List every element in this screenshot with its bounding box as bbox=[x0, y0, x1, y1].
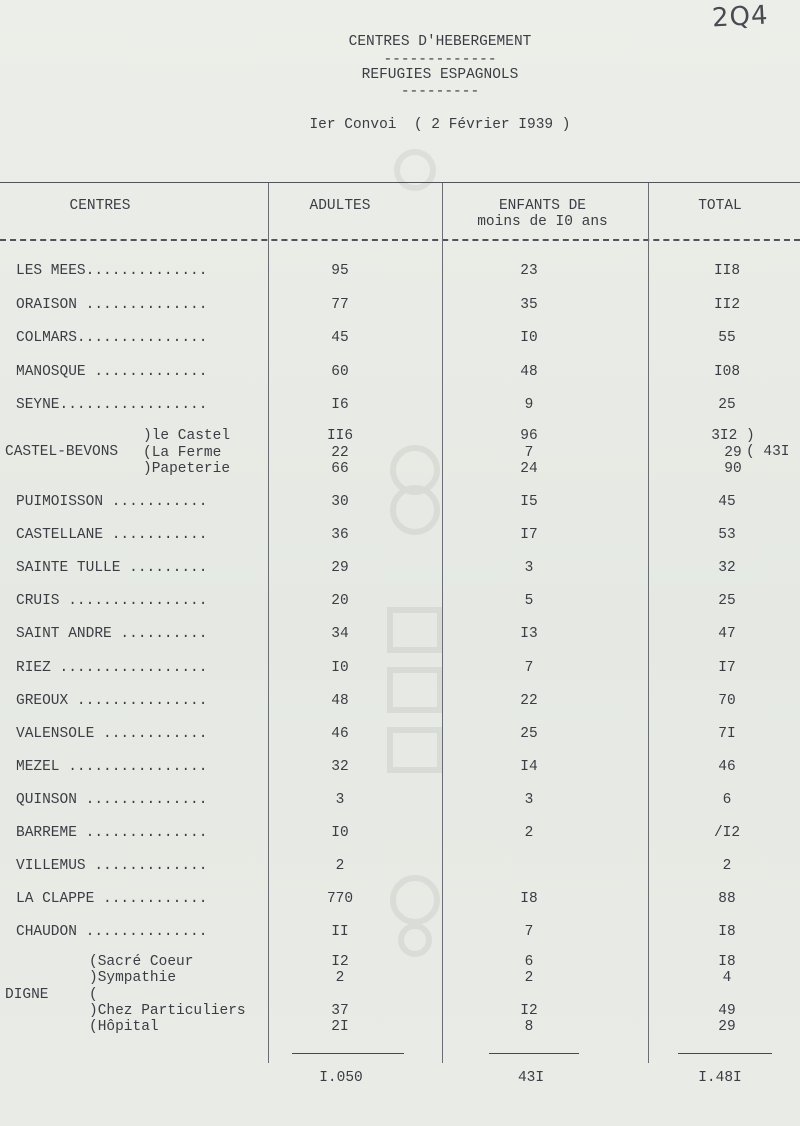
grand-total-adultes: I.050 bbox=[319, 1070, 363, 1086]
enfants-value: I0 bbox=[520, 330, 538, 346]
adultes-value: 2I bbox=[331, 1019, 349, 1036]
total-value: 55 bbox=[718, 330, 736, 346]
adultes-value: 60 bbox=[331, 363, 349, 380]
centre-name: MEZEL ................ bbox=[16, 758, 208, 775]
table-top-rule bbox=[0, 182, 800, 183]
centre-name: LA CLAPPE ............ bbox=[16, 891, 208, 908]
centre-name: VALENSOLE ............ bbox=[16, 725, 208, 742]
total-value: I8 bbox=[718, 954, 736, 970]
enfants-value: 3 bbox=[524, 560, 534, 577]
digne-sub-label: )Chez Particuliers bbox=[89, 1002, 246, 1019]
enfants-value: I2 bbox=[520, 1002, 538, 1019]
castel-bevons-name: CASTEL-BEVONS bbox=[5, 444, 119, 460]
total-value: I8 bbox=[718, 924, 736, 941]
adultes-value: 30 bbox=[331, 494, 349, 510]
total-value: 25 bbox=[718, 397, 736, 413]
centre-name: QUINSON .............. bbox=[16, 791, 208, 808]
adultes-value: I2 bbox=[331, 954, 349, 970]
column-divider-3 bbox=[648, 183, 649, 1063]
watermark-ornament bbox=[370, 140, 460, 960]
total-value: 2 bbox=[722, 858, 732, 875]
total-value: 3I2 ) bbox=[711, 428, 755, 444]
adultes-value: 36 bbox=[331, 527, 349, 544]
centre-name: LES MEES.............. bbox=[16, 263, 208, 279]
adultes-value: 3 bbox=[335, 791, 345, 808]
header-enfants: ENFANTS DE moins de I0 ans bbox=[477, 198, 608, 230]
castel-sub-label: )le Castel bbox=[143, 428, 231, 444]
total-value: 6 bbox=[722, 791, 732, 808]
total-value: 46 bbox=[718, 758, 736, 775]
enfants-value: 25 bbox=[520, 725, 538, 742]
enfants-value: 96 bbox=[520, 428, 538, 444]
adultes-value: 95 bbox=[331, 263, 349, 279]
total-value: 29 bbox=[724, 444, 742, 461]
digne-sub-label: (Hôpital bbox=[89, 1019, 159, 1036]
total-value: I08 bbox=[713, 363, 741, 380]
digne-sub-label: ( bbox=[89, 986, 98, 1003]
enfants-value: 3 bbox=[524, 791, 534, 808]
total-value: II8 bbox=[713, 263, 741, 279]
enfants-sum-rule bbox=[489, 1053, 579, 1054]
enfants-value: I8 bbox=[520, 891, 538, 908]
enfants-value: 22 bbox=[520, 692, 538, 709]
adultes-value: 22 bbox=[331, 444, 349, 461]
total-sum-rule bbox=[678, 1053, 772, 1054]
adultes-value: 66 bbox=[331, 461, 349, 477]
column-divider-2 bbox=[442, 183, 443, 1063]
total-value: /I2 bbox=[713, 825, 741, 841]
castel-sub-label: (La Ferme bbox=[143, 444, 222, 461]
total-value: 88 bbox=[718, 891, 736, 908]
total-value: 32 bbox=[718, 560, 736, 577]
adultes-value: 46 bbox=[331, 725, 349, 742]
centre-name: CASTELLANE ........... bbox=[16, 527, 208, 544]
enfants-value: 7 bbox=[524, 444, 534, 461]
adultes-value: 20 bbox=[331, 593, 349, 610]
castel-bevons-subtotal: ( 43I bbox=[746, 444, 790, 460]
adultes-value: I0 bbox=[331, 825, 349, 841]
column-divider-1 bbox=[268, 183, 269, 1063]
page-title: CENTRES D'HEBERGEMENT bbox=[348, 34, 532, 50]
adultes-value: 29 bbox=[331, 560, 349, 577]
digne-sub-label: (Sacré Coeur bbox=[89, 954, 194, 970]
enfants-value: 8 bbox=[524, 1019, 534, 1036]
convoy-line: Ier Convoi ( 2 Février I939 ) bbox=[309, 117, 571, 133]
header-bottom-rule bbox=[0, 239, 800, 241]
enfants-value: 7 bbox=[524, 659, 534, 676]
adultes-value: I0 bbox=[331, 659, 349, 676]
centre-name: CRUIS ................ bbox=[16, 593, 208, 610]
page-subtitle: REFUGIES ESPAGNOLS bbox=[361, 67, 519, 83]
title-underline: ------------- bbox=[383, 52, 497, 68]
total-value: 70 bbox=[718, 692, 736, 709]
total-value: 7I bbox=[718, 725, 736, 742]
centre-name: MANOSQUE ............. bbox=[16, 363, 208, 380]
centre-name: GREOUX ............... bbox=[16, 692, 208, 709]
centre-name: SAINT ANDRE .......... bbox=[16, 626, 208, 643]
centre-name: SEYNE................. bbox=[16, 397, 208, 413]
adultes-value: 32 bbox=[331, 758, 349, 775]
header-total: TOTAL bbox=[698, 198, 742, 214]
adultes-value: 48 bbox=[331, 692, 349, 709]
enfants-value: 2 bbox=[524, 970, 534, 987]
adultes-value: II6 bbox=[326, 428, 354, 444]
total-value: 4 bbox=[722, 970, 732, 987]
centre-name: CHAUDON .............. bbox=[16, 924, 208, 941]
centre-name: BARREME .............. bbox=[16, 825, 208, 841]
adultes-value: 37 bbox=[331, 1002, 349, 1019]
grand-total-enfants: 43I bbox=[517, 1070, 545, 1086]
adultes-value: II bbox=[331, 924, 349, 941]
centre-name: SAINTE TULLE ......... bbox=[16, 560, 208, 577]
enfants-value: 48 bbox=[520, 363, 538, 380]
enfants-value: 6 bbox=[524, 954, 534, 970]
centre-name: RIEZ ................. bbox=[16, 659, 208, 676]
enfants-value: I4 bbox=[520, 758, 538, 775]
digne-sub-label: )Sympathie bbox=[89, 970, 177, 987]
enfants-value: 9 bbox=[524, 397, 534, 413]
enfants-value: I3 bbox=[520, 626, 538, 643]
total-value: 45 bbox=[718, 494, 736, 510]
header-centres: CENTRES bbox=[69, 198, 131, 214]
total-value: 47 bbox=[718, 626, 736, 643]
centre-name: VILLEMUS ............. bbox=[16, 858, 208, 875]
total-value: 53 bbox=[718, 527, 736, 544]
enfants-value: 7 bbox=[524, 924, 534, 941]
enfants-value: 23 bbox=[520, 263, 538, 279]
adultes-value: 770 bbox=[326, 891, 354, 908]
total-value: 29 bbox=[718, 1019, 736, 1036]
adultes-value: 2 bbox=[335, 970, 345, 987]
adultes-value: 2 bbox=[335, 858, 345, 875]
archive-number: 2Q4 bbox=[711, 0, 770, 34]
enfants-value: I5 bbox=[520, 494, 538, 510]
enfants-value: 5 bbox=[524, 593, 534, 610]
enfants-value: 35 bbox=[520, 296, 538, 313]
total-value: I7 bbox=[718, 659, 736, 676]
adultes-value: 45 bbox=[331, 330, 349, 346]
enfants-value: 24 bbox=[520, 461, 538, 477]
castel-sub-label: )Papeterie bbox=[143, 461, 231, 477]
centre-name: ORAISON .............. bbox=[16, 296, 208, 313]
enfants-value: I7 bbox=[520, 527, 538, 544]
header-adultes: ADULTES bbox=[309, 198, 371, 214]
adultes-sum-rule bbox=[292, 1053, 404, 1054]
subtitle-underline: --------- bbox=[400, 84, 480, 100]
digne-name: DIGNE bbox=[5, 987, 49, 1003]
total-value: 90 bbox=[724, 461, 742, 477]
total-value: II2 bbox=[713, 296, 741, 313]
centre-name: PUIMOISSON ........... bbox=[16, 494, 208, 510]
grand-total: I.48I bbox=[698, 1070, 742, 1086]
adultes-value: I6 bbox=[331, 397, 349, 413]
adultes-value: 34 bbox=[331, 626, 349, 643]
adultes-value: 77 bbox=[331, 296, 349, 313]
enfants-value: 2 bbox=[524, 825, 534, 841]
centre-name: COLMARS............... bbox=[16, 330, 208, 346]
total-value: 25 bbox=[718, 593, 736, 610]
total-value: 49 bbox=[718, 1002, 736, 1019]
